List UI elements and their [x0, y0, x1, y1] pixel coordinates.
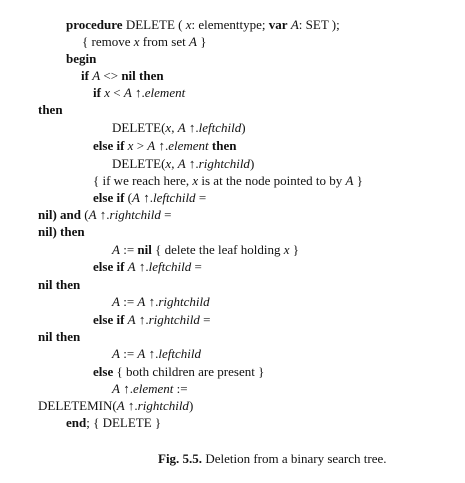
code-token: x [165, 120, 172, 135]
code-token: else if [93, 190, 125, 205]
code-token: A [147, 138, 156, 153]
code-token: x [104, 85, 110, 100]
code-line [38, 329, 80, 345]
code-line [112, 381, 188, 397]
code-token: A [112, 242, 120, 257]
code-token: ↑. [145, 346, 159, 361]
code-line [38, 224, 85, 240]
code-token: ↑. [135, 312, 149, 327]
code-line [93, 173, 363, 189]
code-token: ( [124, 190, 132, 205]
code-token: A [127, 312, 136, 327]
code-line [112, 156, 254, 172]
code-token: ( [81, 207, 89, 222]
code-token: ↑. [135, 259, 149, 274]
code-line [38, 398, 193, 414]
code-token: nil then [38, 277, 81, 292]
code-line [112, 120, 246, 136]
code-token: else [93, 364, 114, 379]
code-token: ) [188, 398, 194, 413]
code-token: > [133, 138, 148, 153]
code-token: rightchild [198, 156, 250, 171]
code-token: rightchild [137, 398, 189, 413]
code-token: x [283, 242, 290, 257]
code-token: DELETEMIN( [38, 398, 117, 413]
code-token: ↑. [155, 138, 169, 153]
code-token: <> [100, 68, 122, 83]
code-token: if [81, 68, 89, 83]
code-token: } [196, 34, 207, 49]
code-token: ↑. [124, 398, 138, 413]
code-token: rightchild [158, 294, 210, 309]
code-token: A [137, 294, 146, 309]
code-token: { remove [82, 34, 134, 49]
code-token: = [195, 190, 207, 205]
code-token: A [92, 68, 101, 83]
code-token: = [160, 207, 172, 222]
code-token: { if we reach here, [93, 173, 193, 188]
code-token: then [38, 102, 63, 117]
code-token: ↑. [145, 294, 159, 309]
code-line [93, 259, 202, 275]
code-line [93, 190, 206, 206]
code-line [112, 242, 299, 258]
code-token: , [171, 156, 178, 171]
code-token: } [289, 242, 300, 257]
code-line [38, 277, 80, 293]
code-token: } [353, 173, 363, 188]
code-token: DELETE( [112, 120, 166, 135]
code-token: := [119, 294, 138, 309]
code-line [82, 34, 206, 50]
code-token: end [66, 415, 87, 430]
code-token: from set [139, 34, 189, 49]
code-line [66, 17, 340, 33]
code-token: A [123, 85, 132, 100]
code-token: A [137, 346, 146, 361]
code-token: leftchild [158, 346, 201, 361]
code-token: x [133, 34, 140, 49]
code-token: DELETE ( [122, 17, 186, 32]
code-token: rightchild [148, 312, 200, 327]
code-line [93, 85, 185, 101]
code-token: ) [241, 120, 246, 135]
code-token: x [165, 156, 172, 171]
code-token: := [119, 346, 138, 361]
code-token: { both children are present } [113, 364, 265, 379]
figure-caption-label: Fig. 5.5. [158, 451, 203, 466]
code-token: : SET ); [298, 17, 340, 32]
code-token: A [127, 259, 136, 274]
code-token: nil [121, 68, 136, 83]
code-token: nil) then [38, 224, 85, 239]
code-line [38, 102, 63, 118]
code-token: A [177, 156, 186, 171]
code-token: DELETE( [112, 156, 166, 171]
code-token: element [168, 138, 209, 153]
code-token: nil then [38, 329, 81, 344]
code-token: < [109, 85, 124, 100]
code-token: ; { DELETE } [86, 415, 162, 430]
code-token: nil [137, 242, 152, 257]
code-token: else if [93, 259, 125, 274]
code-line [93, 364, 264, 380]
code-token: A [112, 346, 120, 361]
code-line [93, 138, 236, 154]
code-line [112, 294, 210, 310]
code-token: ↑. [185, 120, 199, 135]
code-token: A [112, 381, 120, 396]
code-token: rightchild [109, 207, 161, 222]
code-token: , [171, 120, 178, 135]
code-token: if [93, 85, 101, 100]
code-token: ) [249, 156, 255, 171]
code-token: begin [66, 51, 97, 66]
code-token: var [268, 17, 288, 32]
code-token: then [211, 138, 237, 153]
code-token: else if [93, 138, 125, 153]
figure-caption-text: Deletion from a binary search tree. [202, 451, 387, 466]
code-token: = [191, 259, 202, 274]
code-token: A [132, 190, 140, 205]
code-token: leftchild [198, 120, 242, 135]
code-token: A [345, 173, 354, 188]
code-token: else if [93, 312, 125, 327]
code-token: A [112, 294, 120, 309]
code-token: element [144, 85, 186, 100]
code-token: x [185, 17, 192, 32]
code-token: := [119, 242, 138, 257]
code-token: ↑. [119, 381, 133, 396]
code-token: x [127, 138, 134, 153]
code-token: : elementtype; [191, 17, 269, 32]
code-token: A [88, 207, 97, 222]
code-token: element [132, 381, 174, 396]
code-token: := [173, 381, 188, 396]
code-token: ↑. [185, 156, 199, 171]
code-token: A [116, 398, 125, 413]
code-token: procedure [66, 17, 123, 32]
code-token: ↑. [131, 85, 145, 100]
code-token: then [139, 68, 164, 83]
code-line [93, 312, 210, 328]
code-token: = [199, 312, 211, 327]
code-token: { delete the leaf holding [151, 242, 284, 257]
code-line [38, 207, 171, 223]
code-token: ↑. [96, 207, 110, 222]
code-token: leftchild [152, 190, 196, 205]
code-token: ↑. [139, 190, 153, 205]
code-token: A [290, 17, 299, 32]
figure-caption [158, 451, 387, 467]
code-line [66, 415, 161, 431]
code-token: is at the node pointed to by [198, 173, 346, 188]
code-token: x [192, 173, 199, 188]
code-token: nil) and [38, 207, 81, 222]
code-line [112, 346, 201, 362]
code-token: A [188, 34, 197, 49]
code-line [81, 68, 164, 84]
code-token: leftchild [148, 259, 192, 274]
code-line [66, 51, 96, 67]
code-token: A [177, 120, 186, 135]
